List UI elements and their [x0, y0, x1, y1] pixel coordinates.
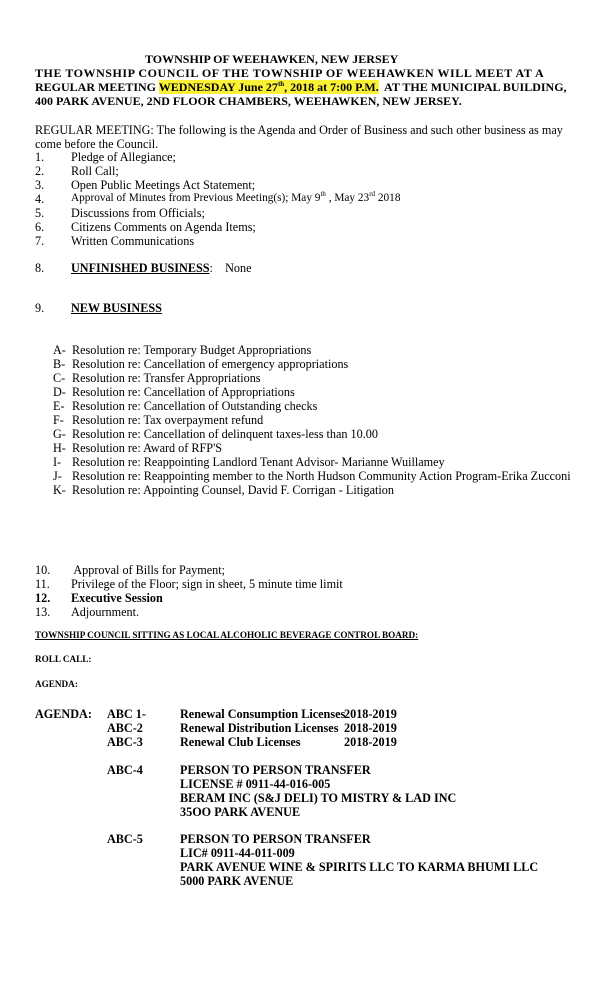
item-text: Roll Call; [71, 164, 119, 178]
item-text: Adjournment. [71, 605, 140, 619]
header-line-2-post: AT THE MUNICIPAL BUILDING, [378, 80, 567, 94]
minutes-sup-1: th [320, 190, 326, 199]
resolution-text: Resolution re: Cancellation of delinquent taxes-less than 10.00 [72, 427, 378, 441]
resolution-letter: J- [53, 469, 62, 483]
resolution-letter: B- [53, 357, 66, 371]
item-text [71, 190, 401, 204]
abc-desc: Renewal Distribution Licenses [180, 721, 339, 735]
resolution-text: Resolution re: Cancellation of emergency appropriations [72, 357, 349, 371]
abc-code: ABC-2 [107, 721, 143, 735]
abc-year: 2018-2019 [344, 707, 397, 721]
minutes-sup-2: rd [369, 190, 376, 199]
item-text: Privilege of the Floor; sign in sheet, 5 minute time limit [71, 577, 343, 591]
page-title: TOWNSHIP OF WEEHAWKEN, NEW JERSEY [145, 52, 399, 66]
abc-code: ABC 1- [107, 707, 146, 721]
item-number: 6. [35, 220, 45, 234]
resolution-text: Resolution re: Cancellation of Outstanding checks [72, 399, 318, 413]
resolution-text: Resolution re: Temporary Budget Appropriations [72, 343, 312, 357]
item-text: Discussions from Officials; [71, 206, 205, 220]
resolution-letter: F- [53, 413, 64, 427]
abc-code: ABC-4 [107, 763, 143, 777]
intro-line-2: come before the Council. [35, 137, 159, 151]
minutes-year: 2018 [375, 192, 401, 204]
resolution-text: Resolution re: Reappointing Landlord Tenant Advisor- Marianne Wuillamey [72, 455, 445, 469]
intro-line-1: REGULAR MEETING: The following is the Agenda and Order of Business and such other business as may [35, 123, 563, 137]
item-number: 1. [35, 150, 45, 164]
header-line-2-pre: REGULAR MEETING [35, 80, 159, 94]
resolution-letter: A- [53, 343, 66, 357]
item-text: Citizens Comments on Agenda Items; [71, 220, 256, 234]
resolution-text: Resolution re: Award of RFP'S [72, 441, 223, 455]
minutes-text: Approval of Minutes from Previous Meeting(s); May 9 [71, 192, 321, 204]
item-number: 9. [35, 301, 45, 315]
item-text: Pledge of Allegiance; [71, 150, 176, 164]
agenda-label: AGENDA: [35, 679, 78, 689]
unfinished-business-value: : None [209, 261, 252, 275]
transfer-line: PERSON TO PERSON TRANSFER [180, 832, 371, 846]
item-number: 2. [35, 164, 45, 178]
resolution-text: Resolution re: Tax overpayment refund [72, 413, 264, 427]
meeting-date: WEDNESDAY June 27 [158, 80, 278, 94]
abc-code: ABC-5 [107, 832, 143, 846]
new-business-label: NEW BUSINESS [71, 301, 162, 315]
transfer-line: PERSON TO PERSON TRANSFER [180, 763, 371, 777]
transfer-line: BERAM INC (S&J DELI) TO MISTRY & LAD INC [180, 791, 457, 805]
resolution-letter: K- [53, 483, 66, 497]
resolution-letter: H- [53, 441, 66, 455]
resolution-text: Resolution re: Reappointing member to the North Hudson Community Action Program-Erika Zucconi [72, 469, 571, 483]
meeting-time: , 2018 at 7:00 P.M. [284, 80, 379, 94]
header-line-1: THE TOWNSHIP COUNCIL OF THE TOWNSHIP OF WEEHAWKEN WILL MEET AT A [35, 66, 545, 80]
item-number: 3. [35, 178, 45, 192]
item-number: 4. [35, 192, 45, 206]
transfer-line: LIC# 0911-44-011-009 [180, 846, 295, 860]
minutes-text-2: , May 23 [325, 192, 370, 204]
item-number: 13. [35, 605, 51, 619]
header-line-3: 400 PARK AVENUE, 2ND FLOOR CHAMBERS, WEEHAWKEN, NEW JERSEY. [35, 94, 462, 108]
item-number: 12. [35, 591, 51, 605]
unfinished-business-label: UNFINISHED BUSINESS [71, 261, 210, 275]
resolution-letter: E- [53, 399, 65, 413]
resolution-letter: C- [53, 371, 66, 385]
abc-desc: Renewal Consumption Licenses [180, 707, 346, 721]
item-text: Executive Session [71, 591, 163, 605]
resolution-letter: I- [53, 455, 62, 469]
abc-year: 2018-2019 [344, 721, 397, 735]
abc-heading: TOWNSHIP COUNCIL SITTING AS LOCAL ALCOHOLIC BEVERAGE CONTROL BOARD: [35, 630, 419, 640]
item-text [71, 262, 252, 274]
item-number: 7. [35, 234, 45, 248]
abc-year: 2018-2019 [344, 735, 397, 749]
resolution-letter: D- [53, 385, 66, 399]
transfer-line: LICENSE # 0911-44-016-005 [180, 777, 331, 791]
resolution-text: Resolution re: Cancellation of Appropriations [72, 385, 295, 399]
resolution-letter: G- [53, 427, 66, 441]
item-text: Written Communications [71, 234, 195, 248]
item-number: 11. [35, 577, 50, 591]
header-line-2 [35, 81, 567, 93]
resolution-text: Resolution re: Transfer Appropriations [72, 371, 261, 385]
item-text: Approval of Bills for Payment; [71, 563, 226, 577]
transfer-line: 5000 PARK AVENUE [180, 874, 294, 888]
meeting-date-suffix: th [277, 80, 285, 88]
item-number: 5. [35, 206, 45, 220]
item-number: 8. [35, 261, 45, 275]
resolution-text: Resolution re: Appointing Counsel, David F. Corrigan - Litigation [72, 483, 394, 497]
abc-code: ABC-3 [107, 735, 143, 749]
transfer-line: 35OO PARK AVENUE [180, 805, 301, 819]
abc-agenda-label: AGENDA: [35, 707, 92, 721]
transfer-line: PARK AVENUE WINE & SPIRITS LLC TO KARMA BHUMI LLC [180, 860, 539, 874]
item-text: Open Public Meetings Act Statement; [71, 178, 256, 192]
meeting-date-highlight [159, 80, 379, 94]
roll-call-label: ROLL CALL: [35, 654, 92, 664]
item-number: 10. [35, 563, 51, 577]
abc-desc: Renewal Club Licenses [180, 735, 301, 749]
